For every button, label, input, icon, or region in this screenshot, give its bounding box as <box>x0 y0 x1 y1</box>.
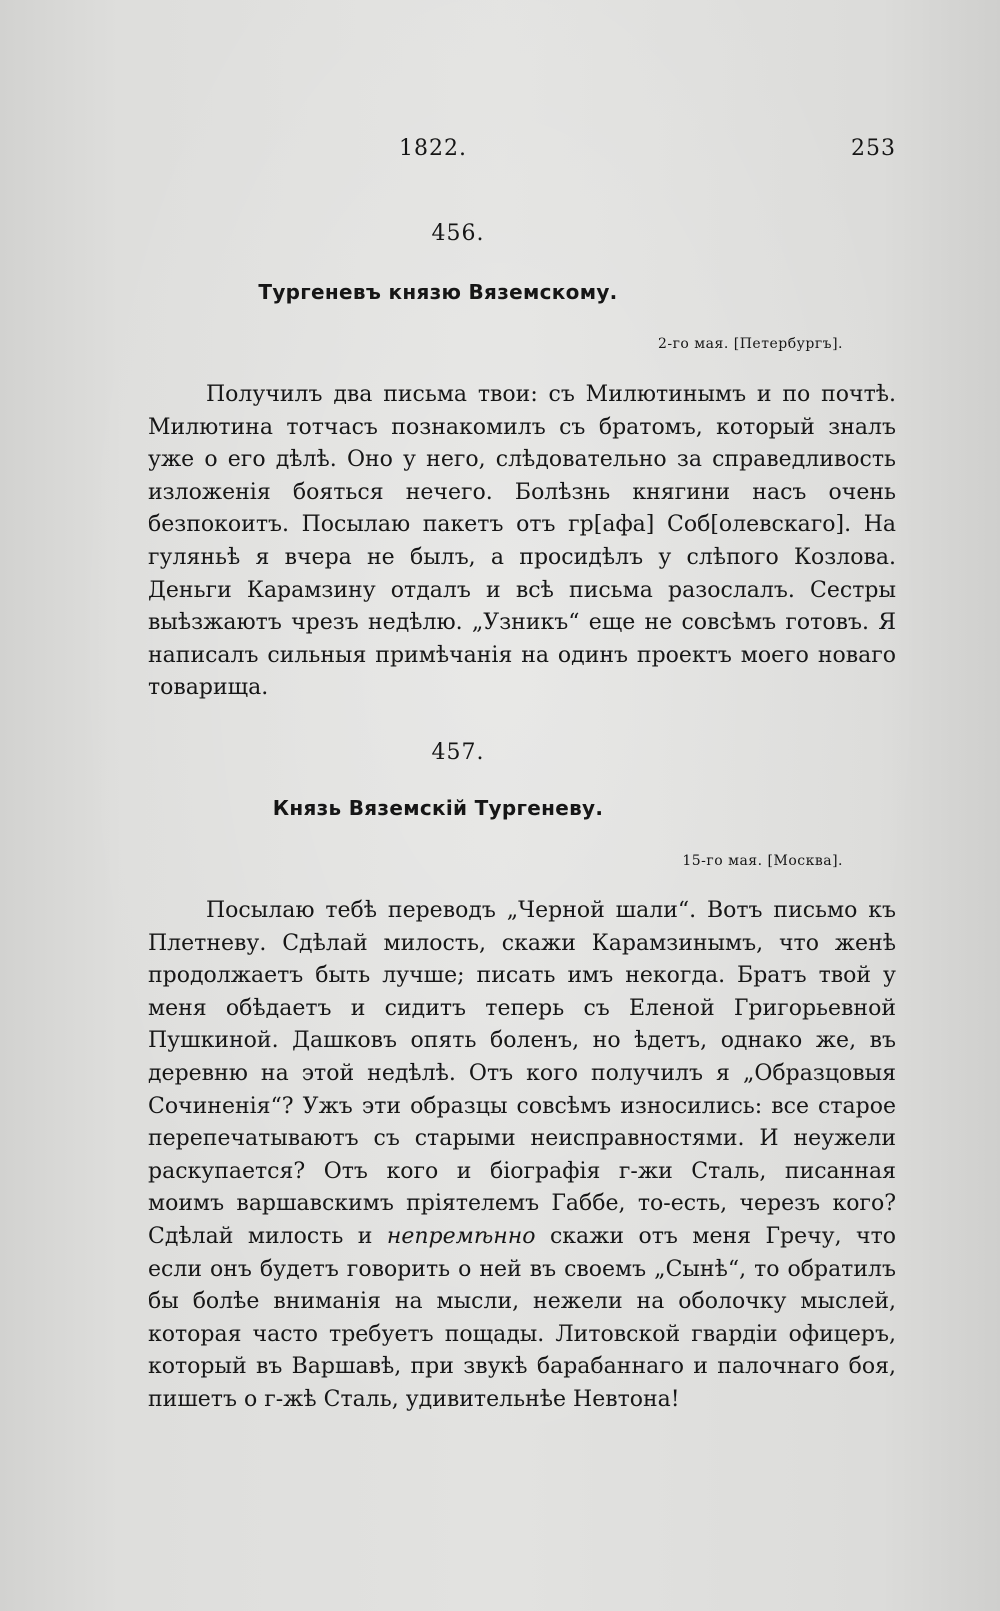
letter-body-456: Получилъ два письма твои: съ Милютинымъ и по почтѣ. Милютина тотчасъ познакомилъ съ братомъ, который зналъ уже о его дѣлѣ. Оно у него, слѣдовательно за справедливость изложенія бояться нечего. Болѣзнь княгини насъ очень безпокоитъ. Посылаю пакетъ отъ гр[афа] Соб[олевскаго]. На гуляньѣ я вчера не былъ, а просидѣлъ у слѣпого Козлова. Деньги Карамзину отдалъ и всѣ письма разослалъ. Сестры выѣзжаютъ чрезъ недѣлю. „Узникъ“ еще не совсѣмъ готовъ. Я написалъ сильныя примѣчанія на одинъ проектъ моего новаго товарища. <box>148 382 896 701</box>
letter-body-457-part-1: Посылаю тебѣ переводъ „Черной шали“. Вотъ письмо къ Плетневу. Сдѣлай милость, скажи Карамзинымъ, что женѣ продолжаетъ быть лучше; писать имъ некогда. Братъ твой у меня обѣдаетъ и сидитъ теперь съ Еленой Григорьевной Пушкиной. Дашковъ опять боленъ, но ѣдетъ, однако же, въ деревню на этой недѣлѣ. Отъ кого получилъ я „Образцовыя Сочиненія“? Ужъ эти образцы совсѣмъ износились: все старое перепечатываютъ съ старыми неисправностями. И неужели раскупается? Отъ кого и біографія г-жи Сталь, писанная моимъ варшавскимъ пріятелемъ Габбе, то-есть, черезъ кого? Сдѣлай милость и <box>148 898 896 1249</box>
letter-title-457: Князь Вяземскій Тургеневу. <box>272 796 604 820</box>
running-header <box>160 136 896 168</box>
letter-dateline-456: 2-го мая. [Петербургъ]. <box>657 336 843 352</box>
letter-number-457: 457. <box>431 740 485 765</box>
letter-dateline-457: 15-го мая. [Москва]. <box>682 853 843 869</box>
letter-body-457-emphasis: непремѣнно <box>386 1223 536 1249</box>
letter-title-456: Тургеневъ князю Вяземскому. <box>258 280 618 304</box>
header-year: 1822. <box>399 136 467 161</box>
page-number: 253 <box>851 136 896 161</box>
letter-body-457 <box>148 895 896 1417</box>
letter-body-457-part-2: скажи отъ меня Гречу, что если онъ будетъ говорить о ней въ своемъ „Сынѣ“, то обратилъ бы болѣе вниманія на мысли, нежели на оболочку мыслей, которая часто требуетъ пощады. Литовской гвардіи офицеръ, который въ Варшавѣ, при звукѣ барабаннаго и палочнаго боя, пишетъ о г-жѣ Сталь, удивительнѣе Невтона! <box>148 1223 896 1412</box>
letter-number-456: 456. <box>431 221 485 246</box>
